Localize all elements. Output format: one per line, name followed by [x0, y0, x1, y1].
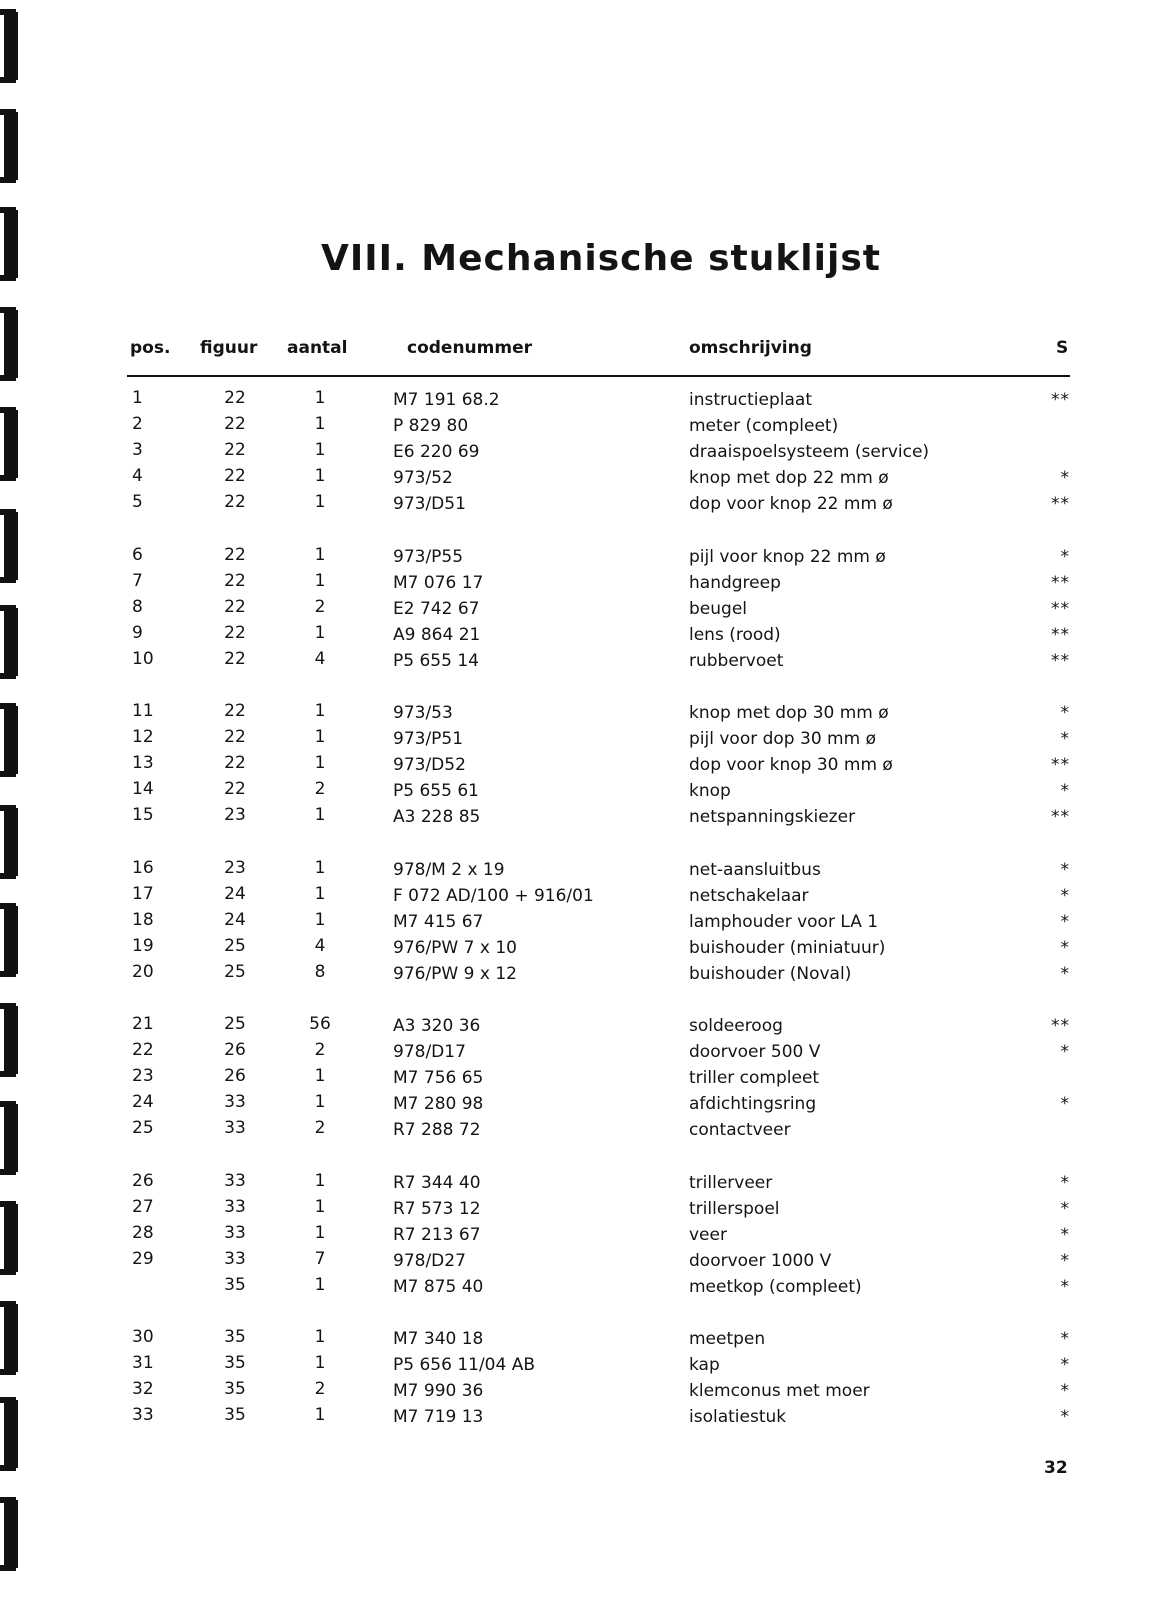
cell-figuur: 25	[224, 936, 246, 956]
cell-pos: 28	[132, 1223, 154, 1243]
cell-codenummer: 973/52	[393, 468, 453, 488]
cell-figuur: 24	[224, 910, 246, 930]
cell-omschrijving: meetkop (compleet)	[689, 1277, 862, 1297]
header-aantal: aantal	[287, 338, 348, 358]
cell-omschrijving: triller compleet	[689, 1068, 820, 1088]
header-omschrijving: omschrijving	[689, 338, 812, 358]
table-row	[0, 466, 1172, 492]
cell-omschrijving: net-aansluitbus	[689, 860, 821, 880]
cell-omschrijving: lens (rood)	[689, 625, 781, 645]
cell-codenummer: 978/D27	[393, 1251, 466, 1271]
cell-codenummer: M7 076 17	[393, 573, 484, 593]
table-row	[0, 1040, 1172, 1066]
cell-figuur: 24	[224, 884, 246, 904]
cell-aantal: 2	[314, 1379, 326, 1399]
cell-s: *	[1060, 1329, 1070, 1349]
cell-pos: 22	[132, 1040, 154, 1060]
header-rule	[127, 375, 1070, 377]
cell-figuur: 23	[224, 805, 246, 825]
cell-figuur: 22	[224, 753, 246, 773]
cell-s: *	[1060, 964, 1070, 984]
header-codenummer: codenummer	[407, 338, 533, 358]
cell-codenummer: M7 756 65	[393, 1068, 484, 1088]
cell-s: *	[1060, 1225, 1070, 1245]
cell-pos: 5	[132, 492, 143, 512]
cell-codenummer: F 072 AD/100 + 916/01	[393, 886, 594, 906]
table-row	[0, 597, 1172, 623]
cell-pos: 33	[132, 1405, 154, 1425]
cell-omschrijving: trillerveer	[689, 1173, 773, 1193]
cell-s: **	[1051, 651, 1070, 671]
cell-s: **	[1051, 390, 1070, 410]
cell-figuur: 33	[224, 1118, 246, 1138]
cell-codenummer: P 829 80	[393, 416, 469, 436]
cell-pos: 23	[132, 1066, 154, 1086]
cell-omschrijving: netschakelaar	[689, 886, 809, 906]
cell-s: *	[1060, 547, 1070, 567]
table-row	[0, 779, 1172, 805]
cell-omschrijving: contactveer	[689, 1120, 791, 1140]
table-row	[0, 1092, 1172, 1118]
cell-s: *	[1060, 781, 1070, 801]
table-row	[0, 910, 1172, 936]
cell-omschrijving: dop voor knop 30 mm ø	[689, 755, 893, 775]
cell-figuur: 33	[224, 1249, 246, 1269]
cell-pos: 4	[132, 466, 143, 486]
cell-omschrijving: knop met dop 22 mm ø	[689, 468, 889, 488]
cell-omschrijving: klemconus met moer	[689, 1381, 870, 1401]
cell-figuur: 22	[224, 597, 246, 617]
cell-figuur: 25	[224, 962, 246, 982]
cell-s: *	[1060, 1199, 1070, 1219]
cell-codenummer: 976/PW 9 x 12	[393, 964, 517, 984]
cell-aantal: 1	[314, 727, 326, 747]
cell-codenummer: M7 415 67	[393, 912, 484, 932]
cell-aantal: 1	[314, 910, 326, 930]
cell-pos: 7	[132, 571, 143, 591]
cell-codenummer: E2 742 67	[393, 599, 480, 619]
cell-codenummer: P5 655 61	[393, 781, 479, 801]
cell-omschrijving: knop	[689, 781, 731, 801]
cell-s: **	[1051, 599, 1070, 619]
cell-omschrijving: netspanningskiezer	[689, 807, 856, 827]
cell-aantal: 1	[314, 1066, 326, 1086]
cell-aantal: 1	[314, 466, 326, 486]
cell-figuur: 22	[224, 571, 246, 591]
cell-pos: 24	[132, 1092, 154, 1112]
cell-pos: 1	[132, 388, 143, 408]
cell-omschrijving: draaispoelsysteem (service)	[689, 442, 930, 462]
table-row	[0, 571, 1172, 597]
cell-codenummer: R7 288 72	[393, 1120, 481, 1140]
table-row	[0, 884, 1172, 910]
cell-figuur: 22	[224, 649, 246, 669]
table-row	[0, 858, 1172, 884]
cell-s: *	[1060, 1173, 1070, 1193]
cell-s: *	[1060, 468, 1070, 488]
cell-figuur: 33	[224, 1092, 246, 1112]
cell-codenummer: R7 344 40	[393, 1173, 481, 1193]
cell-aantal: 1	[314, 884, 326, 904]
table-row	[0, 1379, 1172, 1405]
cell-s: **	[1051, 573, 1070, 593]
cell-pos: 19	[132, 936, 154, 956]
cell-codenummer: M7 875 40	[393, 1277, 484, 1297]
cell-aantal: 1	[314, 1223, 326, 1243]
cell-pos: 11	[132, 701, 154, 721]
cell-s: *	[1060, 1251, 1070, 1271]
cell-codenummer: M7 191 68.2	[393, 390, 500, 410]
table-row	[0, 388, 1172, 414]
cell-aantal: 1	[314, 1327, 326, 1347]
cell-figuur: 33	[224, 1197, 246, 1217]
cell-omschrijving: knop met dop 30 mm ø	[689, 703, 889, 723]
cell-figuur: 22	[224, 466, 246, 486]
cell-codenummer: 973/53	[393, 703, 453, 723]
header-s: S	[1056, 338, 1069, 358]
cell-s: **	[1051, 807, 1070, 827]
cell-s: *	[1060, 1407, 1070, 1427]
cell-codenummer: 973/P55	[393, 547, 464, 567]
cell-omschrijving: rubbervoet	[689, 651, 784, 671]
cell-codenummer: 973/D51	[393, 494, 466, 514]
table-row	[0, 962, 1172, 988]
table-row	[0, 1275, 1172, 1301]
cell-codenummer: 976/PW 7 x 10	[393, 938, 517, 958]
cell-aantal: 2	[314, 1118, 326, 1138]
cell-omschrijving: afdichtingsring	[689, 1094, 817, 1114]
cell-s: *	[1060, 703, 1070, 723]
cell-pos: 12	[132, 727, 154, 747]
cell-omschrijving: meetpen	[689, 1329, 766, 1349]
cell-codenummer: A3 320 36	[393, 1016, 481, 1036]
cell-aantal: 2	[314, 597, 326, 617]
cell-aantal: 7	[314, 1249, 326, 1269]
cell-pos: 18	[132, 910, 154, 930]
cell-omschrijving: soldeeroog	[689, 1016, 783, 1036]
cell-omschrijving: handgreep	[689, 573, 781, 593]
cell-s: *	[1060, 860, 1070, 880]
cell-s: *	[1060, 1277, 1070, 1297]
cell-figuur: 35	[224, 1327, 246, 1347]
cell-pos: 13	[132, 753, 154, 773]
cell-omschrijving: veer	[689, 1225, 727, 1245]
cell-aantal: 1	[314, 701, 326, 721]
cell-s: *	[1060, 938, 1070, 958]
cell-pos: 2	[132, 414, 143, 434]
cell-figuur: 22	[224, 545, 246, 565]
table-row	[0, 1223, 1172, 1249]
cell-figuur: 22	[224, 727, 246, 747]
cell-aantal: 1	[314, 545, 326, 565]
cell-pos: 15	[132, 805, 154, 825]
cell-pos: 30	[132, 1327, 154, 1347]
cell-s: *	[1060, 729, 1070, 749]
cell-pos: 3	[132, 440, 143, 460]
table-row	[0, 1197, 1172, 1223]
table-row	[0, 727, 1172, 753]
cell-figuur: 22	[224, 492, 246, 512]
cell-s: **	[1051, 625, 1070, 645]
table-header	[0, 338, 1172, 368]
cell-codenummer: A3 228 85	[393, 807, 481, 827]
cell-s: **	[1051, 1016, 1070, 1036]
cell-aantal: 1	[314, 1171, 326, 1191]
table-row	[0, 1171, 1172, 1197]
cell-codenummer: R7 213 67	[393, 1225, 481, 1245]
cell-pos: 25	[132, 1118, 154, 1138]
table-row	[0, 545, 1172, 571]
cell-pos: 31	[132, 1353, 154, 1373]
table-row	[0, 414, 1172, 440]
cell-codenummer: P5 655 14	[393, 651, 479, 671]
cell-aantal: 1	[314, 492, 326, 512]
binder-ring	[4, 12, 18, 80]
cell-s: *	[1060, 1381, 1070, 1401]
cell-omschrijving: instructieplaat	[689, 390, 812, 410]
header-figuur: figuur	[200, 338, 258, 358]
cell-pos: 9	[132, 623, 143, 643]
cell-pos: 20	[132, 962, 154, 982]
cell-aantal: 8	[314, 962, 326, 982]
cell-figuur: 25	[224, 1014, 246, 1034]
table-row	[0, 1066, 1172, 1092]
table-row	[0, 1353, 1172, 1379]
cell-pos: 32	[132, 1379, 154, 1399]
cell-aantal: 1	[314, 1092, 326, 1112]
cell-aantal: 1	[314, 753, 326, 773]
cell-figuur: 22	[224, 623, 246, 643]
table-row	[0, 1327, 1172, 1353]
cell-omschrijving: pijl voor dop 30 mm ø	[689, 729, 876, 749]
binder-ring	[4, 1500, 18, 1568]
header-pos: pos.	[130, 338, 171, 358]
cell-pos: 29	[132, 1249, 154, 1269]
cell-omschrijving: doorvoer 500 V	[689, 1042, 821, 1062]
cell-aantal: 1	[314, 1353, 326, 1373]
cell-omschrijving: kap	[689, 1355, 720, 1375]
cell-figuur: 35	[224, 1353, 246, 1373]
cell-aantal: 1	[314, 1405, 326, 1425]
table-row	[0, 936, 1172, 962]
cell-figuur: 26	[224, 1040, 246, 1060]
table-row	[0, 649, 1172, 675]
cell-pos: 21	[132, 1014, 154, 1034]
cell-aantal: 1	[314, 1275, 326, 1295]
cell-aantal: 1	[314, 1197, 326, 1217]
cell-omschrijving: meter (compleet)	[689, 416, 839, 436]
cell-omschrijving: dop voor knop 22 mm ø	[689, 494, 893, 514]
cell-figuur: 35	[224, 1405, 246, 1425]
cell-omschrijving: pijl voor knop 22 mm ø	[689, 547, 886, 567]
cell-figuur: 35	[224, 1275, 246, 1295]
cell-codenummer: E6 220 69	[393, 442, 480, 462]
cell-pos: 16	[132, 858, 154, 878]
cell-codenummer: P5 656 11/04 AB	[393, 1355, 536, 1375]
cell-s: *	[1060, 1094, 1070, 1114]
cell-omschrijving: doorvoer 1000 V	[689, 1251, 832, 1271]
cell-aantal: 1	[314, 388, 326, 408]
cell-aantal: 56	[309, 1014, 331, 1034]
cell-s: *	[1060, 912, 1070, 932]
table-row	[0, 1249, 1172, 1275]
cell-omschrijving: isolatiestuk	[689, 1407, 787, 1427]
cell-aantal: 1	[314, 414, 326, 434]
cell-pos: 8	[132, 597, 143, 617]
cell-s: *	[1060, 886, 1070, 906]
cell-omschrijving: trillerspoel	[689, 1199, 780, 1219]
cell-figuur: 35	[224, 1379, 246, 1399]
cell-figuur: 23	[224, 858, 246, 878]
table-row	[0, 1118, 1172, 1144]
cell-pos: 10	[132, 649, 154, 669]
cell-aantal: 1	[314, 571, 326, 591]
cell-codenummer: 978/D17	[393, 1042, 466, 1062]
cell-codenummer: M7 340 18	[393, 1329, 484, 1349]
page-number: 32	[1044, 1458, 1068, 1478]
cell-codenummer: R7 573 12	[393, 1199, 481, 1219]
cell-omschrijving: beugel	[689, 599, 747, 619]
cell-aantal: 1	[314, 440, 326, 460]
table-row	[0, 492, 1172, 518]
table-row	[0, 623, 1172, 649]
cell-codenummer: M7 719 13	[393, 1407, 484, 1427]
cell-s: **	[1051, 755, 1070, 775]
cell-figuur: 22	[224, 388, 246, 408]
cell-pos: 6	[132, 545, 143, 565]
page-title: VIII. Mechanische stuklijst	[321, 238, 881, 279]
cell-figuur: 22	[224, 414, 246, 434]
cell-aantal: 4	[314, 649, 326, 669]
cell-omschrijving: buishouder (Noval)	[689, 964, 852, 984]
cell-codenummer: A9 864 21	[393, 625, 481, 645]
cell-pos: 17	[132, 884, 154, 904]
cell-codenummer: 973/P51	[393, 729, 464, 749]
cell-s: *	[1060, 1042, 1070, 1062]
cell-s: **	[1051, 494, 1070, 514]
cell-figuur: 26	[224, 1066, 246, 1086]
table-row	[0, 753, 1172, 779]
cell-figuur: 22	[224, 440, 246, 460]
cell-codenummer: 973/D52	[393, 755, 466, 775]
binder-ring	[4, 112, 18, 180]
table-row	[0, 701, 1172, 727]
table-row	[0, 1014, 1172, 1040]
cell-aantal: 2	[314, 1040, 326, 1060]
cell-s: *	[1060, 1355, 1070, 1375]
cell-aantal: 1	[314, 858, 326, 878]
table-row	[0, 1405, 1172, 1431]
cell-aantal: 1	[314, 805, 326, 825]
cell-codenummer: 978/M 2 x 19	[393, 860, 505, 880]
cell-figuur: 33	[224, 1223, 246, 1243]
cell-aantal: 1	[314, 623, 326, 643]
cell-omschrijving: lamphouder voor LA 1	[689, 912, 879, 932]
cell-pos: 27	[132, 1197, 154, 1217]
cell-codenummer: M7 280 98	[393, 1094, 484, 1114]
table-row	[0, 805, 1172, 831]
cell-figuur: 22	[224, 701, 246, 721]
cell-codenummer: M7 990 36	[393, 1381, 484, 1401]
cell-figuur: 22	[224, 779, 246, 799]
cell-pos: 14	[132, 779, 154, 799]
table-row	[0, 440, 1172, 466]
cell-aantal: 4	[314, 936, 326, 956]
cell-figuur: 33	[224, 1171, 246, 1191]
cell-pos: 26	[132, 1171, 154, 1191]
cell-omschrijving: buishouder (miniatuur)	[689, 938, 886, 958]
cell-aantal: 2	[314, 779, 326, 799]
